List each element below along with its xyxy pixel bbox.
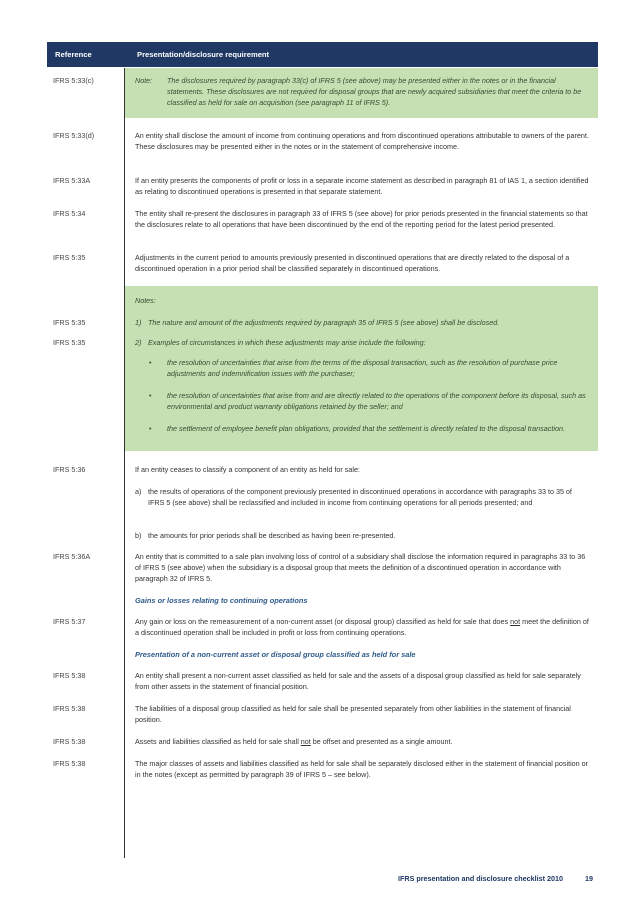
requirement-text: An entity that is committed to a sale plan involving loss of control of a subsidiary shall disclose the information required in paragraphs 33 to 36 of IFRS 5 (see above) when the subsidiary is a disposal group that meets the definition of a discontinued operation in accordance with paragraph 32 of IFRS 5. [135,552,586,583]
reference-cell: IFRS 5:36A [53,552,91,561]
page-number: 19 [585,874,593,883]
footer-title: IFRS presentation and disclosure checklist 2010 [398,874,563,883]
requirement-text: An entity shall disclose the amount of income from continuing operations and from discontinued operations attributable to owners of the parent. These disclosures may be presented either in the notes or in the statement of comprehensive income. [135,131,589,151]
item-letter: a) [135,487,142,496]
reference-cell: IFRS 5:33A [53,176,91,185]
requirement-column-header: Presentation/disclosure requirement [137,50,270,59]
bullet-icon: • [149,358,152,367]
bullet-text: the settlement of employee benefit plan obligations, provided that the settlement is directly related to the disposal transaction. [167,424,565,433]
note-number: 2) [135,338,142,347]
requirement-text: If an entity ceases to classify a component of an entity as held for sale: [135,465,360,474]
reference-cell: IFRS 5:35 [53,253,86,262]
requirement-text: An entity shall present a non-current asset classified as held for sale and the assets of a disposal group classified as held for sale separately from other assets in the statement of financial position. [135,671,581,691]
reference-cell: IFRS 5:33(d) [53,131,95,140]
requirement-text: The major classes of assets and liabilities classified as held for sale shall be separately disclosed either in the statement of financial position or in the notes (except as permitted by paragraph 39 of IFRS 5 – see below). [135,759,589,779]
table-header [47,42,598,67]
reference-cell: IFRS 5:38 [53,759,86,768]
reference-cell: IFRS 5:37 [53,617,86,626]
reference-cell: IFRS 5:38 [53,704,86,713]
item-text: the amounts for prior periods shall be described as having been re-presented. [148,531,396,540]
bullet-icon: • [149,424,152,433]
item-letter: b) [135,531,142,540]
notes-label: Notes: [135,296,156,305]
note-number: 1) [135,318,142,327]
column-divider [124,68,125,858]
reference-cell: IFRS 5:36 [53,465,86,474]
requirement-text: The entity shall re-present the disclosures in paragraph 33 of IFRS 5 (see above) for prior periods presented in the financial statements so that the disclosures relate to all operations that have been discontinued by the end of the reporting period for the latest period presented. [135,209,588,229]
reference-cell: IFRS 5:35 [53,338,86,347]
bullet-text: the resolution of uncertainties that arise from and are directly related to the operations of the component before its disposal, such as environmental and product warranty obligations retained by the seller; and [167,391,586,411]
reference-cell: IFRS 5:33(c) [53,76,94,85]
bullet-icon: • [149,391,152,400]
reference-cell: IFRS 5:38 [53,737,86,746]
note-label: Note: [135,76,153,85]
section-subheading: Presentation of a non-current asset or disposal group classified as held for sale [135,650,416,659]
bullet-text: the resolution of uncertainties that arise from the terms of the disposal transaction, such as the resolution of purchase price adjustments and indemnification issues with the purchaser; [167,358,558,378]
section-subheading: Gains or losses relating to continuing operations [135,596,308,605]
requirement-text: Assets and liabilities classified as held for sale shall not be offset and presented as a single amount. [135,737,453,746]
note-text: The disclosures required by paragraph 33(c) of IFRS 5 (see above) may be presented either in the notes or in the financial statements. These disclosures are not required for disposal groups that are newly acquired subsidiaries that meet the criteria to be classified as held for sale on acquisition (see paragraph 11 of IFRS 5). [167,76,582,107]
requirement-text: If an entity presents the components of profit or loss in a separate income statement as described in paragraph 81 of IAS 1, a section identified as relating to discontinued operations is presented in that separate statement. [135,176,589,196]
reference-column-header: Reference [55,50,92,59]
item-text: the results of operations of the component previously presented in discontinued operations in accordance with paragraphs 33 to 35 of IFRS 5 (see above) shall be reclassified and included in income from continuing operations for all periods presented; and [148,487,572,507]
reference-cell: IFRS 5:38 [53,671,86,680]
requirement-text: Adjustments in the current period to amounts previously presented in discontinued operations that are directly related to the disposal of a discontinued operation in a prior period shall be classified separately in discontinued operations. [135,253,570,273]
note-text: Examples of circumstances in which these adjustments may arise include the following: [148,338,426,347]
note-text: The nature and amount of the adjustments required by paragraph 35 of IFRS 5 (see above) shall be disclosed. [148,318,500,327]
requirement-text: Any gain or loss on the remeasurement of a non-current asset (or disposal group) classified as held for sale that does not meet the definition of a discontinued operation shall be included in profit or loss from continuing operations. [135,617,589,637]
requirement-text: The liabilities of a disposal group classified as held for sale shall be presented separately from other liabilities in the statement of financial position. [135,704,571,724]
reference-cell: IFRS 5:35 [53,318,86,327]
reference-cell: IFRS 5:34 [53,209,86,218]
